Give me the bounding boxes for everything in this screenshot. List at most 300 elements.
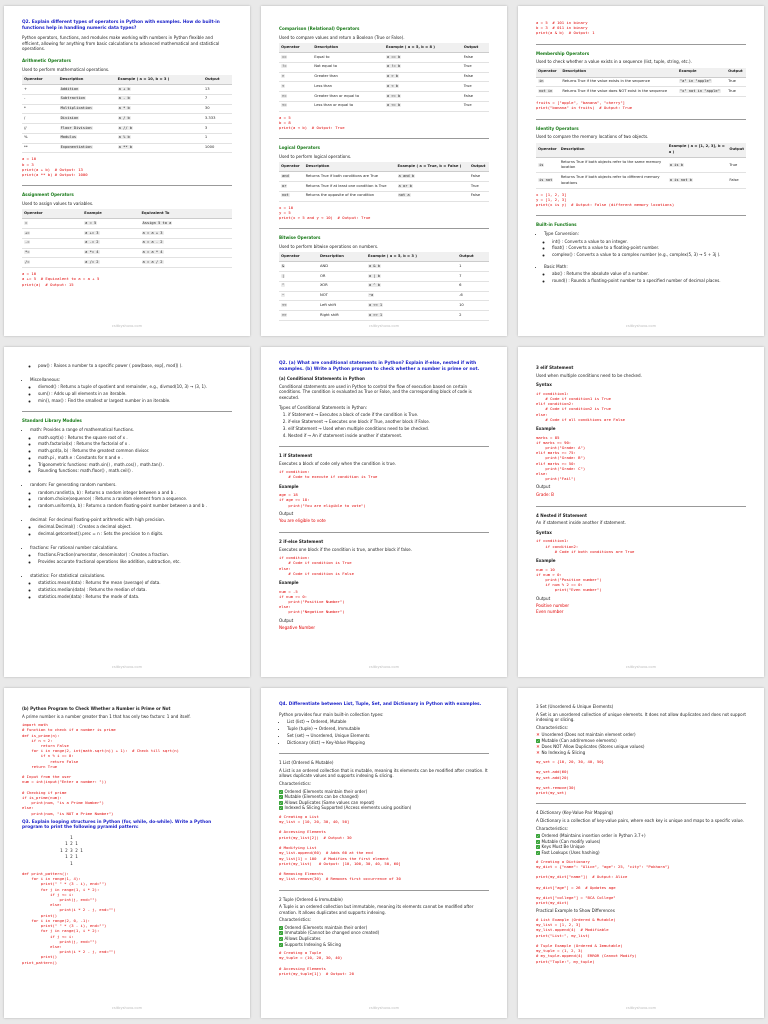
code-block: marks = 85 if marks >= 90: print("Grade: A") elif marks >= 75: print("Grade: B") elif marks >= 50: print("Grade: C") else: print("Fail") <box>536 434 586 482</box>
table-row <box>22 133 232 143</box>
inline-code: a <= b <box>386 103 401 108</box>
label: Example <box>279 580 299 586</box>
paragraph: Used to perform logical operations. <box>279 153 352 159</box>
column-header: Equivalent To <box>140 209 232 218</box>
table-row <box>22 143 232 153</box>
paragraph: A Dictionary is a collection of key-value pairs, where each key is unique and maps to a specific value. <box>536 817 745 823</box>
table-cell <box>667 173 728 188</box>
table-cell: 10 <box>457 301 489 311</box>
watermark: csitbyshuvo.com <box>625 1006 657 1011</box>
inline-code: a % b <box>118 135 130 140</box>
list-item: ◦ math.pi , math.e : Constants for π and e . <box>38 455 232 461</box>
paragraph: Used to compare the memory locations of two objects. <box>536 134 649 140</box>
inline-code: *= <box>25 250 30 255</box>
table-cell <box>279 82 312 92</box>
table-row <box>279 62 489 72</box>
inline-code: a >> 1 <box>368 312 383 317</box>
checkmark-icon: ✓ <box>279 937 283 942</box>
column-header: Example ( a = 10, b = 3 ) <box>116 75 203 84</box>
paragraph: Python provides four main built-in collection types: <box>279 711 384 717</box>
list-item: ◦ int() : Converts a value to an integer. <box>552 239 746 245</box>
sub-list <box>30 580 232 599</box>
section-heading: Logical Operators <box>279 145 320 151</box>
column-header: Operator <box>22 75 58 84</box>
label: Characteristics: <box>536 825 568 831</box>
code-block: if condition1: # Code if condition1 is True elif condition2: # Code if condition2 is True else: # Code if all conditions are False <box>536 390 626 422</box>
table-row <box>279 92 489 102</box>
table-row <box>22 219 232 229</box>
table-row <box>22 258 232 268</box>
pyramid-pattern: 1 1 2 1 1 2 3 2 1 1 2 1 1 <box>60 835 83 866</box>
divider <box>536 119 746 120</box>
inline-code: a is not b <box>669 177 692 182</box>
column-header: Description <box>560 68 677 77</box>
page-6 <box>518 347 764 677</box>
code-block: a = 10 b = 3 print(a + b) # Output: 13 print(a ** b) # Output: 1000 <box>22 156 88 178</box>
bullet-list <box>536 231 746 284</box>
list-item: ◦ Rounding functions: math.floor() , math.ceil() . <box>38 468 232 474</box>
list-item <box>30 482 232 509</box>
code-block: num = -5 if num >= 0: print("Positive Number") else: print("Negative Number") <box>279 588 345 615</box>
sub-list <box>30 435 232 475</box>
table-cell <box>384 52 462 62</box>
inline-code: a or b <box>398 183 412 188</box>
table-cell: // <box>22 124 58 134</box>
cross-icon: ✕ <box>536 750 540 756</box>
inline-code: a - b <box>118 96 130 101</box>
table-cell: 1 <box>457 262 489 272</box>
list-item: ◦ decimal.Decimal() : Creates a decimal object. <box>38 524 232 530</box>
checkmark-icon: ✓ <box>536 739 540 744</box>
table-cell <box>396 191 469 201</box>
table-cell: Left shift <box>318 301 366 311</box>
inline-code: a -= 2 <box>85 240 99 245</box>
table-cell: OR <box>318 271 366 281</box>
list-item: 1. if Statement → Executes a block of code if the condition is True. <box>288 412 489 418</box>
list-item <box>30 377 232 404</box>
table-cell: Less than <box>312 82 384 92</box>
bullet-list <box>22 377 232 404</box>
table-cell <box>366 291 457 301</box>
inline-code: a = a - 2 <box>142 240 163 245</box>
table-cell <box>279 72 312 82</box>
code-block: if condition1: if condition2: # Code if both conditions are True <box>536 538 635 554</box>
subheading: 3 elif Statement <box>536 365 574 370</box>
list-item <box>30 517 232 537</box>
table-row <box>536 173 746 188</box>
item-label: decimal: For decimal floating-point arithmetic with high precision. <box>30 516 166 522</box>
list-item: • Tuple (tuple) → Ordered, Immutable <box>287 726 489 732</box>
table-row <box>22 104 232 114</box>
column-header: Example ( a = 5, b = 3 ) <box>366 252 457 261</box>
inline-code: Multiplication <box>60 106 92 111</box>
table-cell: XOR <box>318 281 366 291</box>
code-block: # Creating a Dictionary my_dict = {"name": "Alice", "age": 25, "city": "Pokhara"} print(my_dict["name"]) # Output: Alice my_dict["age"] = 26 # Updates age my_dict["college"] = "BCA College" print(my_dict) <box>536 858 670 906</box>
table-cell: True <box>726 87 746 97</box>
table-cell <box>116 104 203 114</box>
inline-code: <= <box>282 103 287 108</box>
inline-code: Floor Division <box>60 125 92 130</box>
paragraph: A Set is an unordered collection of unique elements. It does not allow duplicates and does not support indexing or slicing. <box>536 711 746 723</box>
label: Characteristics: <box>279 780 311 786</box>
column-header: Operator <box>22 209 82 218</box>
list-item: • Set (set) → Unordered, Unique Elements <box>287 733 489 739</box>
table-row <box>22 94 232 104</box>
list-item <box>30 545 232 565</box>
subheading: (a) Conditional Statements in Python <box>279 376 365 382</box>
inline-code: a = 5 <box>85 220 97 225</box>
table-row <box>22 84 232 94</box>
check-text: Allows Duplicates (Same values can repeat) <box>284 799 375 805</box>
inline-code: a + b <box>118 86 130 91</box>
inline-code: a | b <box>368 273 380 278</box>
table-row <box>536 77 746 87</box>
output-text: Negative Number <box>279 625 316 631</box>
list-item: ◦ math.gcd(a, b) : Returns the greatest common divisor. <box>38 448 232 454</box>
table-cell: Right shift <box>318 311 366 321</box>
check-text: No Indexing & Slicing <box>541 749 586 755</box>
question-title: Q2. Explain different types of operators in Python with examples. How do built-in functions help in handling numeric data types? <box>22 20 220 31</box>
label: Output <box>536 595 551 601</box>
paragraph: Used to perform bitwise operations on numbers. <box>279 243 379 249</box>
inline-code: a == b <box>386 54 401 59</box>
table-cell <box>384 82 462 92</box>
table-cell: / <box>22 114 58 124</box>
column-header: Operator <box>536 143 559 158</box>
table-row <box>22 228 232 238</box>
inline-code: not in <box>539 88 553 93</box>
sub-list <box>544 271 746 283</box>
checkmark-icon: ✓ <box>279 789 283 794</box>
subheading: 4 Nested if Statement <box>536 512 587 518</box>
divider <box>536 803 746 804</box>
table-cell <box>279 262 318 272</box>
sub-list <box>30 384 232 403</box>
item-label: random: For generating random numbers. <box>30 482 117 488</box>
list-item: ◦ fractions.Fraction(numerator, denominator) : Creates a fraction. <box>38 552 232 558</box>
sub-list <box>30 524 232 536</box>
divider <box>536 506 746 507</box>
subheading: 2 Tuple (Ordered & Immutable) <box>279 896 343 902</box>
table-cell: 2 <box>457 311 489 321</box>
table-cell: % <box>22 133 58 143</box>
table-cell: True <box>727 158 746 173</box>
table-row <box>279 291 489 301</box>
inline-code: Subtraction <box>60 96 85 101</box>
page-5 <box>261 347 507 677</box>
membership-table <box>536 68 746 97</box>
list-item: ◦ statistics.mode(data) : Returns the mode of data. <box>38 594 232 600</box>
check-item <box>279 805 489 811</box>
table-row <box>536 87 746 97</box>
table-row <box>22 124 232 134</box>
inline-code: a * b <box>118 106 130 111</box>
table-cell: NOT <box>318 291 366 301</box>
column-header: Description <box>559 143 667 158</box>
code-block: age = 18 if age >= 18: print("You are eligible to vote") <box>279 492 366 508</box>
code-block: if condition: # Code if condition is True else: # Code if condition is False <box>279 555 354 576</box>
check-text: Fast Lookups (Uses hashing) <box>541 849 600 855</box>
item-label: math: Provides a range of mathematical functions. <box>30 426 135 432</box>
divider <box>279 890 489 891</box>
table-cell: Greater than <box>312 72 384 82</box>
bullet-list <box>22 427 232 600</box>
page-1 <box>4 6 250 336</box>
table-cell <box>677 87 726 97</box>
list-item: ◦ random.uniform(a, b) : Returns a random floating-point number between a and b . <box>38 503 232 509</box>
table-cell: Less than or equal to <box>312 101 384 111</box>
table-row <box>536 158 746 173</box>
inline-code: in <box>539 79 544 84</box>
column-header: Description <box>312 43 384 52</box>
table-cell <box>116 114 203 124</box>
table-row <box>279 311 489 321</box>
subheading: 3 Set (Unordered & Unique Elements) <box>536 704 614 709</box>
code-block: if condition: # Code to execute if condition is True <box>279 469 378 480</box>
subheading: 1 if Statement <box>279 453 313 459</box>
table-cell <box>279 291 318 301</box>
inline-code: ~ <box>282 293 285 298</box>
table-cell: Returns True if both conditions are True <box>304 172 396 182</box>
paragraph: Executes one block if the condition is true, another block if false. <box>279 546 412 552</box>
table-row <box>279 182 489 192</box>
paragraph: A Tuple is an ordered collection but immutable, meaning its elements cannot be modified after creation. It allows duplicates and supports indexing. <box>279 904 474 915</box>
inline-code: /= <box>25 259 30 264</box>
logical-table <box>279 162 489 201</box>
arithmetic-table <box>22 75 232 153</box>
table-cell: Equal to <box>312 52 384 62</box>
checkmark-icon: ✓ <box>279 931 283 936</box>
check-text: Ordered (Elements maintain their order) <box>284 924 368 930</box>
paragraph: Used when multiple conditions need to be checked. <box>536 372 642 378</box>
table-cell: 7 <box>203 94 232 104</box>
code-block: import math # Function to check if a number is prime def is_prime(n): if n < 2: return False for i in range(2, int(math.sqrt(n)) + 1): # Check till sqrt(n) if n % i == 0: return False return True # Input from the user num = int(input("Enter a number: ")) # Checking if prime if is_prime(num): print(num, "is a Prime Number") else: print(num, "is NOT a Prime Number") <box>22 722 179 816</box>
page-7 <box>4 688 250 1018</box>
paragraph: Used to compare values and return a Boolean (True or False). <box>279 34 405 40</box>
code-block: my_set = {10, 20, 30, 40, 50} my_set.add(60) my_set.add(20) my_set.remove(30) print(my_set) <box>536 758 604 796</box>
list-item: ◦ min(), max() : Find the smallest or largest number in an iterable. <box>38 398 232 404</box>
code-block: a = 10 a += 5 # Equivalent to a = a + 5 print(a) # Output: 15 <box>22 271 100 287</box>
table-cell <box>116 84 203 94</box>
label: Characteristics: <box>536 724 568 730</box>
list-item: ◦ round() : Rounds a floating-point number to a specified number of decimal places. <box>552 278 746 284</box>
check-list <box>536 833 746 855</box>
bullet-list <box>279 719 489 745</box>
inline-code: a += 3 <box>85 230 99 235</box>
column-header: Example ( a = 5, b = 8 ) <box>384 43 462 52</box>
list-item: ◦ divmod() : Returns a tuple of quotient and remainder, e.g., divmod(10, 3) → (3, 1). <box>38 384 232 390</box>
column-header: Output <box>727 143 746 158</box>
table-cell: Returns True if at least one condition is True <box>304 182 396 192</box>
table-cell <box>58 114 116 124</box>
assignment-table <box>22 209 232 268</box>
label: Example <box>536 558 556 563</box>
table-cell <box>536 173 559 188</box>
table-cell <box>366 301 457 311</box>
table-cell: Returns True if both objects refer to the same memory location <box>559 158 667 173</box>
item-label: statistics: For statistical calculations. <box>30 572 106 578</box>
table-row <box>279 101 489 111</box>
table-cell: -6 <box>457 291 489 301</box>
table-row <box>279 52 489 62</box>
code-block: a = 5 # 101 in binary b = 3 # 011 in binary print(a & b) # Output: 1 <box>536 20 595 36</box>
item-label: fractions: For rational number calculations. <box>30 544 119 550</box>
inline-code: == <box>282 54 287 59</box>
check-text: Mutable (Elements can be changed) <box>284 794 359 800</box>
section-heading: Identity Operators <box>536 125 579 131</box>
question-title: Q2. (a) What are conditional statements in Python? Explain if-else, nested if with examples. (b) Write a Python program to check whether a number is prime or not. <box>279 361 480 372</box>
inline-code: Modulus <box>60 135 77 140</box>
subheading: Practical Example to Show Differences <box>536 908 615 914</box>
table-cell: 1000 <box>203 143 232 153</box>
page-2 <box>261 6 507 336</box>
table-cell: Returns the opposite of the condition <box>304 191 396 201</box>
check-text: Indexed & Slicing Supported (Access elements using position) <box>284 805 412 811</box>
column-header: Example ( a = True, b = False ) <box>396 162 469 171</box>
table-cell: True <box>462 82 489 92</box>
code-block: x = [1, 2, 3] y = [1, 2, 3] print(x is y) # Output: False (different memory locations) <box>536 191 675 208</box>
table-cell <box>22 238 82 248</box>
sub-list <box>30 552 232 564</box>
list-item: ◦ float() : Converts a value to a floating-point number. <box>552 245 746 251</box>
column-header: Description <box>58 75 116 84</box>
table-cell: Returns True if both objects refer to different memory locations <box>559 173 667 188</box>
list-item: ◦ complex() : Converts a value to a complex number (e.g., complex(5, 3) → 5 + 3j ). <box>552 252 746 258</box>
inline-code: -= <box>25 240 30 245</box>
page-4 <box>4 347 250 677</box>
table-cell <box>279 172 304 182</box>
checkmark-icon: ✓ <box>536 850 540 855</box>
code-block: a = 5 b = 8 print(a < b) # Output: True <box>279 114 345 131</box>
paragraph: Python operators, functions, and modules make working with numbers in Python flexible and efficient, allowing for anything from basic calculations to advanced mathematical and statistical operations. <box>22 35 220 52</box>
table-cell <box>22 228 82 238</box>
table-header-row <box>22 75 232 84</box>
list-item: ◦ statistics.median(data) : Returns the median of data. <box>38 587 232 593</box>
table-cell: 3.333 <box>203 114 232 124</box>
inline-code: Assign 5 to a <box>142 220 172 225</box>
inline-code: a = a + 3 <box>142 230 163 235</box>
inline-code: "x" not in "apple" <box>679 88 720 93</box>
divider <box>279 138 489 139</box>
inline-code: ~a <box>368 293 374 298</box>
paragraph: A prime number is a number greater than 1 that has only two factors: 1 and itself. <box>22 713 191 719</box>
column-header: Output <box>457 252 489 261</box>
table-cell <box>82 228 139 238</box>
inline-code: ^ <box>282 283 285 288</box>
inline-code: not <box>282 193 289 198</box>
column-header: Description <box>318 252 366 261</box>
inline-code: & <box>282 263 285 268</box>
table-cell <box>396 172 469 182</box>
divider <box>279 753 489 754</box>
inline-code: a & b <box>368 263 380 268</box>
table-header-row <box>536 68 746 77</box>
column-header: Operator <box>536 68 560 77</box>
table-cell <box>58 84 116 94</box>
table-row <box>22 114 232 124</box>
table-cell: 1 <box>203 133 232 143</box>
list-item: ◦ abs() : Returns the absolute value of a number. <box>552 271 746 277</box>
subheading: 2 if-else Statement <box>279 539 324 545</box>
table-header-row <box>279 43 489 52</box>
paragraph: Used to check whether a value exists in a sequence (list, tuple, string, etc.). <box>536 59 692 65</box>
list-item: ◦ pow() : Raises a number to a specific power ( pow(base, exp[, mod]) ). <box>38 363 232 369</box>
divider <box>536 44 746 45</box>
list-item: ◦ statistics.mean(data) : Returns the mean (average) of data. <box>38 580 232 586</box>
sub-list <box>544 239 746 258</box>
code-block: fruits = ["apple", "banana", "cherry"] print("banana" in fruits) # Output: True <box>536 100 633 111</box>
inline-code: = <box>25 220 28 225</box>
table-cell: Returns True if the value exists in the sequence <box>560 77 677 87</box>
inline-code: != <box>282 64 287 69</box>
table-cell: True <box>726 77 746 87</box>
table-cell: * <box>22 104 58 114</box>
inline-code: a *= 4 <box>85 250 99 255</box>
table-cell <box>366 262 457 272</box>
table-cell <box>279 271 318 281</box>
list-item: • Dictionary (dict) → Key-Value Mapping <box>287 740 489 746</box>
list-item: ◦ Trigonometric functions: math.sin() , math.cos() , math.tan() . <box>38 462 232 468</box>
table-cell <box>384 92 462 102</box>
check-text: Ordered (Maintains insertion order in Python 3.7+) <box>541 833 646 839</box>
table-cell <box>384 101 462 111</box>
inline-code: += <box>25 230 30 235</box>
checkmark-icon: ✓ <box>279 800 283 805</box>
table-row <box>279 191 489 201</box>
table-cell <box>58 104 116 114</box>
table-cell: False <box>727 173 746 188</box>
section-heading: Bitwise Operators <box>279 235 321 241</box>
table-cell <box>140 219 232 229</box>
inline-code: > <box>282 74 285 79</box>
paragraph: A List is an ordered collection that is mutable, meaning its elements can be modified after creation. It allows duplicate values and supports indexing & slicing. <box>279 767 488 779</box>
subheading: 1 List (Ordered & Mutable) <box>279 760 334 766</box>
check-text: Immutable (Cannot be changed once created) <box>284 930 380 936</box>
column-header: Example <box>82 209 139 218</box>
table-cell <box>536 87 560 97</box>
table-cell <box>279 92 312 102</box>
table-cell <box>58 133 116 143</box>
table-cell <box>116 143 203 153</box>
table-row <box>279 172 489 182</box>
code-block: # List Example (Ordered & Mutable) my_list = [1, 2, 3] my_list.append(4) # Modifiable print("List:", my_list) # Tuple Example (Ordered & Immutable) my_tuple = (1, 2, 3) # my_tuple.append(4) ERROR (Cannot Modify) print("Tuple:", my_tuple) <box>536 916 637 964</box>
list-item: 2. if-else Statement → Executes one block if True, another block if False. <box>288 419 489 425</box>
table-cell <box>384 62 462 72</box>
cross-icon: ✕ <box>536 744 540 750</box>
table-cell <box>140 228 232 238</box>
inline-code: a / b <box>118 115 130 120</box>
divider <box>22 185 232 186</box>
table-cell <box>366 281 457 291</box>
inline-code: and <box>282 173 289 178</box>
table-cell <box>536 77 560 87</box>
code-block: def print_pattern(): for i in range(1, 4): print(" " * (3 - i), end="") for j in range(1, i * 2): if j <= i: print(j, end="") else: print(i * 2 - j, end="") print() for i in range(2, 0, -1): print(" " * (3 - i), end="") for j in range(1, i * 2): if j <= i: print(j, end="") else: print(i * 2 - j, end="") print() print_pattern() <box>22 871 116 965</box>
list-item: ◦ math.factorial(x) : Returns the factorial of x . <box>38 441 232 447</box>
item-label: Basic Math: <box>544 263 568 269</box>
table-row <box>22 238 232 248</box>
check-text: Mutable (Can modify values) <box>541 838 601 844</box>
table-cell: False <box>462 52 489 62</box>
paragraph: Used to assign values to variables. <box>22 200 94 206</box>
code-block: # Creating a List my_list = [10, 20, 30, 40, 50] # Accessing Elements print(my_list[2]) # Output: 30 # Modifying List my_list.append(60) # Adds 60 at the end my_list[1] = 100 # Modifies the first element print(my_list) # Output: [10, 100, 30, 40, 50, 60] # Removing Elements my_list.remove(30) # Removes first occurrence of 30 <box>279 813 401 882</box>
table-cell <box>677 77 726 87</box>
table-cell <box>116 94 203 104</box>
table-row <box>22 248 232 258</box>
page-3 <box>518 6 764 336</box>
table-cell <box>116 133 203 143</box>
inline-code: or <box>282 183 287 188</box>
watermark: csitbyshuvo.com <box>111 1006 143 1011</box>
